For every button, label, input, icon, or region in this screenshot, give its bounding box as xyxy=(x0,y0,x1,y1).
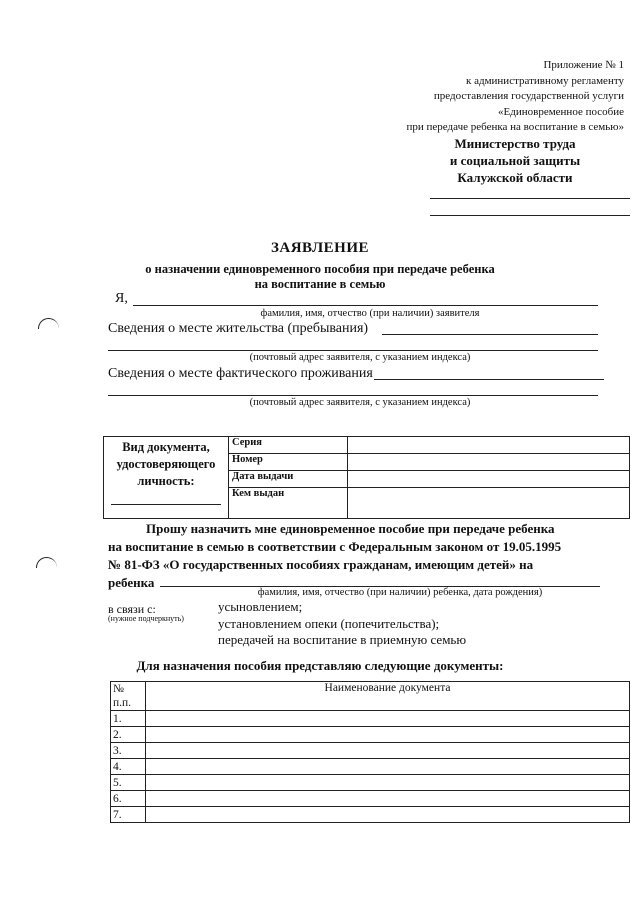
appendix-line-4: «Единовременное пособие xyxy=(498,105,624,118)
id-label-line-2: удостоверяющего xyxy=(116,457,216,471)
appendix-line-5: при передаче ребенка на воспитание в семью» xyxy=(406,121,624,133)
id-issue-date-value[interactable] xyxy=(348,471,630,488)
reason-option-foster[interactable]: передачей на воспитание в приемную семью xyxy=(218,632,467,647)
applicant-name-field[interactable] xyxy=(133,305,598,306)
request-line-1: Прошу назначить мне единовременное пособие при передаче ребенка xyxy=(146,521,555,536)
documents-table xyxy=(110,681,630,823)
request-line-2: на воспитание в семью в соответствии с Федеральным законом от 19.05.1995 xyxy=(108,539,562,554)
documents-row-name[interactable] xyxy=(146,807,630,823)
documents-heading: Для назначения пособия представляю следующие документы: xyxy=(136,658,504,673)
binder-hole-mark-top xyxy=(38,318,59,329)
id-issue-date-label: Дата выдачи xyxy=(229,471,348,488)
residence-field-2[interactable] xyxy=(108,350,598,351)
documents-col-num-line-2: п.п. xyxy=(113,697,132,709)
id-document-label xyxy=(104,437,229,519)
documents-row-name[interactable] xyxy=(146,759,630,775)
applicant-prefix: Я, xyxy=(115,291,128,306)
residence-caption: (почтовый адрес заявителя, с указанием индекса) xyxy=(249,352,471,363)
binder-hole-mark-bottom xyxy=(36,557,57,568)
request-line-3: № 81-ФЗ «О государственных пособиях гражданам, имеющим детей» на xyxy=(108,557,534,572)
id-issued-by-label: Кем выдан xyxy=(229,488,348,519)
reason-options xyxy=(218,599,466,649)
document-title: ЗАЯВЛЕНИЕ xyxy=(270,240,370,256)
applicant-name-caption: фамилия, имя, отчество (при наличии) заявителя xyxy=(260,308,480,319)
appendix-header xyxy=(407,58,624,136)
id-label-line-3: личность: xyxy=(137,474,195,488)
document-subtitle-1: о назначении единовременного пособия при передаче ребенка xyxy=(145,262,495,276)
documents-row-name[interactable] xyxy=(146,711,630,727)
documents-row-num: 4. xyxy=(111,759,146,775)
actual-residence-label: Сведения о месте фактического проживания xyxy=(108,366,373,381)
document-subtitle-2: на воспитание в семью xyxy=(254,277,386,291)
documents-row-num: 3. xyxy=(111,743,146,759)
recipient-blank-line-1[interactable] xyxy=(430,198,630,199)
documents-col-num-line-1: № xyxy=(113,683,124,695)
appendix-line-3: предоставления государственной услуги xyxy=(433,90,624,102)
appendix-line-1: Приложение № 1 xyxy=(543,59,624,71)
id-document-table xyxy=(103,436,630,519)
documents-row-num: 6. xyxy=(111,791,146,807)
actual-residence-caption: (почтовый адрес заявителя, с указанием индекса) xyxy=(249,397,471,408)
recipient-line-1: Министерство труда xyxy=(454,136,576,151)
id-type-field[interactable] xyxy=(111,504,221,505)
actual-residence-field[interactable] xyxy=(374,379,604,380)
appendix-line-2: к административному регламенту xyxy=(466,74,624,87)
id-series-value[interactable] xyxy=(348,437,630,454)
residence-field[interactable] xyxy=(382,334,598,335)
id-issued-by-value[interactable] xyxy=(348,488,630,519)
id-label-line-1: Вид документа, xyxy=(122,440,210,454)
recipient-line-2: и социальной защиты xyxy=(449,153,581,168)
id-number-label: Номер xyxy=(229,454,348,471)
recipient-line-3: Калужской области xyxy=(457,170,573,185)
documents-row-name[interactable] xyxy=(146,775,630,791)
child-name-caption: фамилия, имя, отчество (при наличии) ребенка, дата рождения) xyxy=(257,587,543,598)
recipient-blank-line-2[interactable] xyxy=(430,215,630,216)
documents-col-name: Наименование документа xyxy=(146,682,630,711)
documents-row-num: 5. xyxy=(111,775,146,791)
documents-col-num xyxy=(111,682,146,711)
id-number-value[interactable] xyxy=(348,454,630,471)
id-series-label: Серия xyxy=(229,437,348,454)
documents-row-name[interactable] xyxy=(146,743,630,759)
documents-row-name[interactable] xyxy=(146,791,630,807)
request-paragraph xyxy=(108,520,630,592)
reason-option-guardianship[interactable]: установлением опеки (попечительства); xyxy=(218,615,440,631)
reason-option-adoption[interactable]: усыновлением; xyxy=(218,599,303,614)
documents-row-num: 2. xyxy=(111,727,146,743)
documents-row-num: 7. xyxy=(111,807,146,823)
recipient-block xyxy=(420,135,610,186)
documents-row-name[interactable] xyxy=(146,727,630,743)
actual-residence-field-2[interactable] xyxy=(108,395,598,396)
documents-row-num: 1. xyxy=(111,711,146,727)
reason-label: в связи с: xyxy=(108,602,156,616)
reason-hint: (нужное подчеркнуть) xyxy=(108,614,184,623)
residence-label: Сведения о месте жительства (пребывания) xyxy=(108,321,369,336)
request-line-4: ребенка xyxy=(108,575,155,590)
